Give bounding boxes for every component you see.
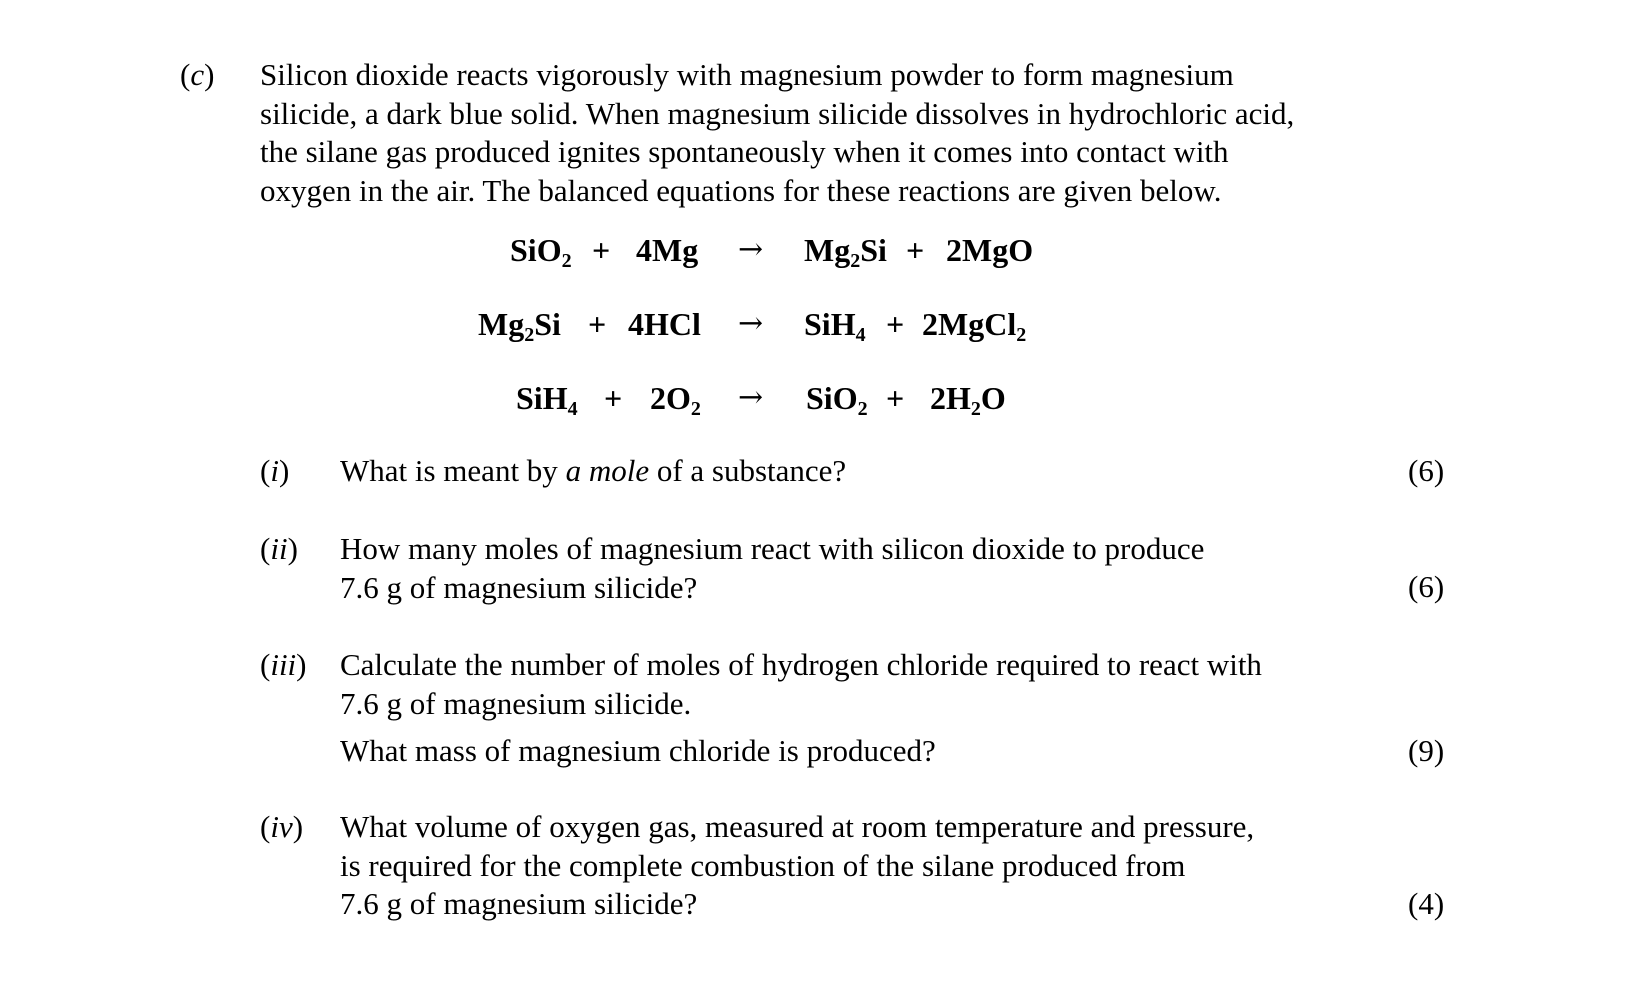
question-number-iii: (iii) [260, 647, 307, 682]
intro-line: the silane gas produced ignites spontaneously when it comes into contact with [260, 134, 1229, 169]
question-text-iv: What volume of oxygen gas, measured at room temperature and pressure, is required for the complete combustion of the silane produced from 7.6 g of magnesium silicide? [340, 809, 1255, 921]
eq3-reactant-2: $2O_2$ [650, 380, 701, 420]
marks-ii: (6) [1408, 569, 1445, 604]
marks-iii: (9) [1408, 733, 1445, 768]
equation-1 [0, 230, 1648, 270]
question-text-ii: How many moles of magnesium react with silicon dioxide to produce 7.6 g of magnesium silicide? [340, 531, 1205, 605]
eq2-arrow: → [738, 306, 764, 341]
eq3-product-2: $2H_2O$ [930, 380, 1006, 420]
eq3-reactant-1: SiH$_4$ [516, 380, 578, 420]
eq1-arrow: → [738, 232, 764, 267]
marks-iv: (4) [1408, 886, 1445, 921]
question-text-iii-extra: What mass of magnesium chloride is produced? [340, 733, 936, 768]
eq1-product-2: 2MgO [946, 232, 1034, 268]
eq2-plus-2: + [886, 306, 905, 342]
eq2-plus-1: + [588, 306, 607, 342]
part-label-letter: c [190, 57, 205, 92]
eq1-reactant-2: 4Mg [636, 232, 699, 268]
eq2-product-2: 2MgCl$_2$ [922, 306, 1027, 346]
eq3-arrow: → [738, 380, 764, 415]
intro-line: oxygen in the air. The balanced equations for these reactions are given below. [260, 172, 1222, 208]
eq3-plus-1: + [604, 380, 623, 416]
equation-2 [0, 304, 1648, 344]
eq3-product-1: SiO$_2$ [806, 380, 868, 420]
part-label [180, 56, 214, 94]
question-number-ii: (ii) [260, 531, 298, 566]
question-number-i: (i) [260, 453, 290, 488]
marks-i: (6) [1408, 453, 1445, 488]
question-number-iv: (iv) [260, 809, 304, 844]
eq1-product-1: $Mg_2Si$ [804, 232, 887, 272]
question-text-iii: Calculate the number of moles of hydrogen chloride required to react with 7.6 g of magnesium silicide. [340, 647, 1262, 721]
eq2-reactant-1: $Mg_2Si$ [478, 306, 561, 346]
intro-paragraph [260, 56, 1420, 210]
part-label-close: ) [204, 57, 215, 92]
eq1-plus-2: + [906, 232, 925, 268]
question-text-i: What is meant by a mole of a substance? [340, 453, 847, 488]
eq2-product-1: SiH$_4$ [804, 306, 866, 346]
eq1-reactant-1: SiO$_2$ [510, 232, 572, 272]
eq1-plus-1: + [592, 232, 611, 268]
intro-line: Silicon dioxide reacts vigorously with magnesium powder to form magnesium [260, 57, 1234, 92]
intro-line: silicide, a dark blue solid. When magnesium silicide dissolves in hydrochloric acid, [260, 95, 1295, 131]
eq3-plus-2: + [886, 380, 905, 416]
part-label-open: ( [180, 57, 191, 92]
eq2-reactant-2: 4HCl [628, 306, 701, 342]
equation-3 [0, 378, 1648, 418]
